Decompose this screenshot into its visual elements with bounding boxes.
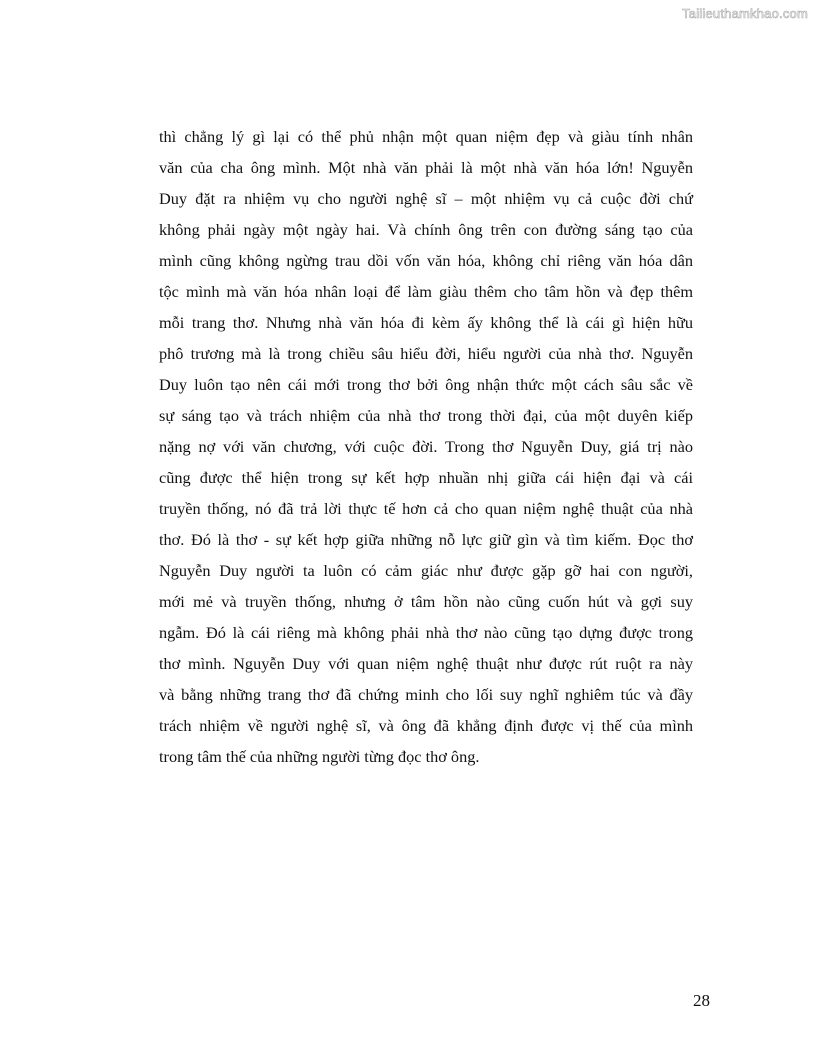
paragraph-line: cũng được thể hiện trong sự kết hợp nhuần nhị giữa cái hiện đại và cái bbox=[159, 468, 693, 487]
paragraph-line: ngẫm. Đó là cái riêng mà không phải nhà thơ nào cũng tạo dựng được trong bbox=[159, 623, 693, 642]
paragraph-line: không phải ngày một ngày hai. Và chính ông trên con đường sáng tạo của bbox=[159, 220, 693, 239]
paragraph-line: truyền thống, nó đã trả lời thực tế hơn cả cho quan niệm nghệ thuật của nhà bbox=[159, 499, 693, 518]
paragraph-line: thì chẳng lý gì lại có thể phủ nhận một quan niệm đẹp và giàu tính nhân bbox=[159, 127, 693, 146]
paragraph-line: và bằng những trang thơ đã chứng minh cho lối suy nghĩ nghiêm túc và đầy bbox=[159, 685, 693, 704]
paragraph-line: phô trương mà là trong chiều sâu hiểu đời, hiểu người của nhà thơ. Nguyễn bbox=[159, 344, 693, 363]
paragraph-line: Duy đặt ra nhiệm vụ cho người nghệ sĩ – một nhiệm vụ cả cuộc đời chứ bbox=[159, 189, 693, 208]
paragraph-line: văn của cha ông mình. Một nhà văn phải là một nhà văn hóa lớn! Nguyễn bbox=[159, 158, 693, 177]
paragraph-line: Duy luôn tạo nên cái mới trong thơ bởi ông nhận thức một cách sâu sắc về bbox=[159, 375, 693, 394]
paragraph-line: nặng nợ với văn chương, với cuộc đời. Trong thơ Nguyễn Duy, giá trị nào bbox=[159, 437, 693, 456]
body-paragraph bbox=[159, 121, 693, 772]
paragraph-line: sự sáng tạo và trách nhiệm của nhà thơ trong thời đại, của một duyên kiếp bbox=[159, 406, 693, 425]
paragraph-line: mình cũng không ngừng trau dồi vốn văn hóa, không chỉ riêng văn hóa dân bbox=[159, 251, 693, 270]
paragraph-line: mỗi trang thơ. Nhưng nhà văn hóa đi kèm ấy không thể là cái gì hiện hữu bbox=[159, 313, 693, 332]
watermark-text: Tailieuthamkhao.com bbox=[682, 6, 808, 21]
paragraph-line: thơ. Đó là thơ - sự kết hợp giữa những nỗ lực giữ gìn và tìm kiếm. Đọc thơ bbox=[159, 530, 693, 549]
page-number: 28 bbox=[693, 991, 710, 1010]
paragraph-line: mới mẻ và truyền thống, nhưng ở tâm hồn nào cũng cuốn hút và gợi suy bbox=[159, 592, 693, 611]
paragraph-line: trách nhiệm về người nghệ sĩ, và ông đã khẳng định được vị thế của mình bbox=[159, 716, 693, 735]
paragraph-line: tộc mình mà văn hóa nhân loại để làm giàu thêm cho tâm hồn và đẹp thêm bbox=[159, 282, 693, 301]
paragraph-line: Nguyễn Duy người ta luôn có cảm giác như được gặp gỡ hai con người, bbox=[159, 561, 693, 580]
paragraph-line: thơ mình. Nguyễn Duy với quan niệm nghệ thuật như được rút ruột ra này bbox=[159, 654, 693, 673]
paragraph-line: trong tâm thế của những người từng đọc thơ ông. bbox=[159, 747, 480, 766]
